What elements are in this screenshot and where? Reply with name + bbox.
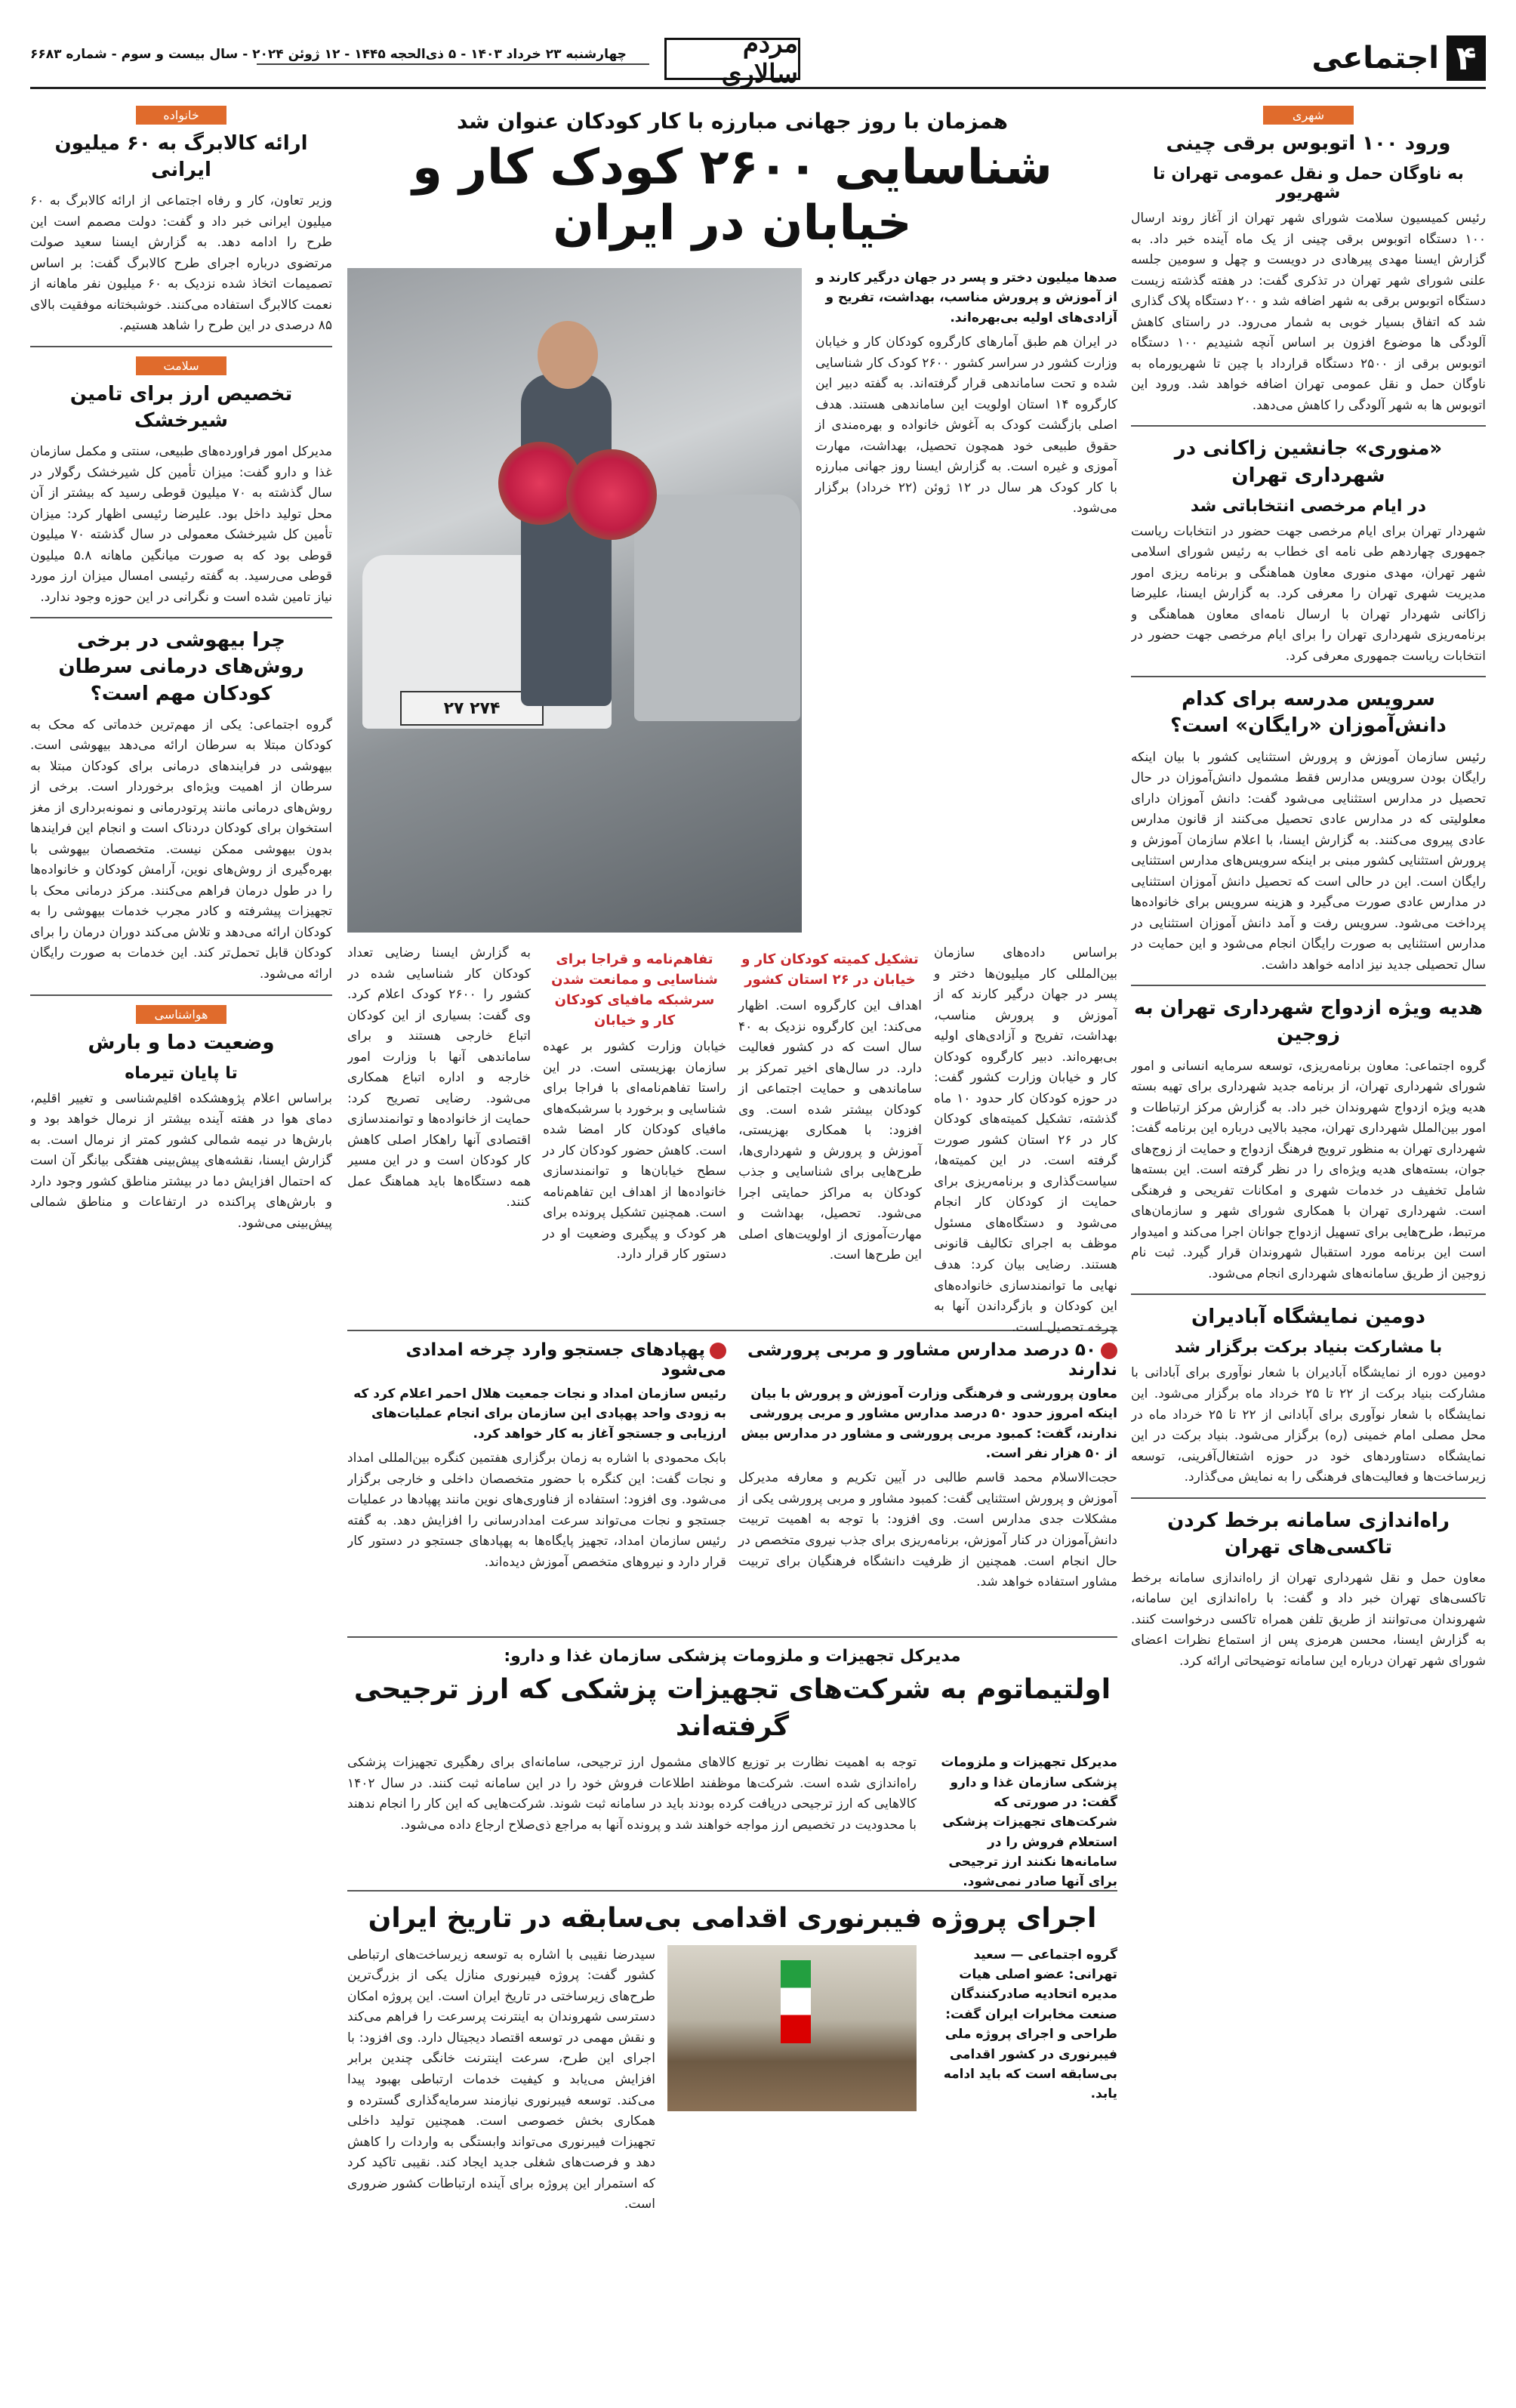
text-column	[934, 943, 1117, 1335]
article-title: چرا بیهوشی در برخی روش‌های درمانی سرطان کودکان مهم است؟	[58, 629, 304, 705]
pull-quote: تفاهم‌نامه و قراجا برای شناسایی و ممانعت شدن سرشبکه مافیای کودکان کار و خیابان	[551, 951, 718, 1028]
kicker-weather: هواشناسی	[136, 1005, 226, 1024]
divider	[30, 346, 332, 347]
box-body: بابک محمودی با اشاره به زمان برگزاری هفتمین کنگره بین‌المللی امداد و نجات گفت: این کنگره با حضور متخصصان داخلی و خارجی برگزار می‌شود. وی افزود: استفاده از فناوری‌های نوین مانند پهپادها در عملیات جستجو و نجات می‌تواند سرعت امدادرسانی را افزایش دهد. به گفته رئیس سازمان امداد، تجهیز پایگاه‌ها به پهپادهای جستجو در دستور کار قرار دارد و نیروهای متخصص آموزش دیده‌اند.	[347, 1451, 726, 1570]
divider	[1131, 676, 1486, 677]
article-body: براساس داده‌های سازمان بین‌المللی کار میلیون‌ها دختر و پسر در جهان درگیر کارند که از آموزش و پرورش مناسب، بهداشت، تفریح و آزادی‌های اولیه بی‌بهره‌اند. دبیر کارگروه کودکان کار و خیابان وزارت کشور گفت: در حوزه کودکان کار حدود ۱۰ ماه گذشته، تشکیل کمیته‌های کودکان کار در ۲۶ استان کشور صورت گرفته است. در این کمیته‌ها، سیاست‌گذاری و برنامه‌ریزی برای حمایت از کودکان کار انجام می‌شود و دستگاه‌های مسئول موظف به اجرای تکالیف قانونی هستند. رضایی بیان کرد: هدف نهایی ما توانمندسازی خانواده‌های این کودکان و بازگرداندن آنها به چرخه تحصیل است.	[934, 945, 1117, 1335]
article-title: وضعیت دما و بارش	[88, 1031, 275, 1054]
article-title: دومین نمایشگاه آبادیران	[1191, 1306, 1425, 1329]
kicker-urban: شهری	[1263, 106, 1354, 125]
iran-flag-icon	[781, 1960, 811, 2043]
right-column	[1131, 106, 1486, 2379]
divider	[30, 994, 332, 996]
text-column	[738, 943, 922, 1321]
car-shape	[634, 495, 800, 721]
divider	[347, 1636, 1117, 1638]
dateline: چهارشنبه ۲۳ خرداد ۱۴۰۳ - ۵ ذی‌الحجه ۱۴۴۵ - ۱۲ ژوئن ۲۰۲۴ - سال بیست و سوم - شماره ۶۶۸۳	[30, 47, 627, 62]
box-title-text: پهپادهای جستجو وارد چرخه امدادی می‌شود	[405, 1340, 726, 1380]
article-title: ارائه کالابرگ به ۶۰ میلیون ایرانی	[54, 132, 308, 182]
box-title	[738, 1340, 1117, 1380]
newspaper-page	[30, 30, 1486, 2379]
section-name: اجتماعی	[1311, 41, 1439, 76]
article-body: خیابان وزارت کشور بر عهده سازمان بهزیستی است. در این راستا تفاهم‌نامه‌ای با فراجا برای شناسایی و برخورد با سرشبکه‌های مافیای کودکان کار امضا شده است. کاهش حضور کودکان کار در سطح خیابان‌ها و توانمندسازی خانواده‌ها از اهداف این تفاهم‌نامه است. همچنین تشکیل پرونده برای هر کودک و پیگیری وضعیت او در دستور کار قرار دارد.	[543, 1039, 726, 1263]
article-body: به گزارش ایسنا رضایی تعداد کودکان کار شناسایی شده در کشور را ۲۶۰۰ کودک اعلام کرد. وی گفت: بسیاری از این کودکان اتباع خارجی هستند و برای ساماندهی آنها با وزارت امور خارجه و اداره اتباع همکاری می‌شود. رضایی تصریح کرد: حمایت از خانواده‌ها و توانمندسازی اقتصادی آنها راهکار اصلی کاهش کار کودکان است و در این مسیر همه دستگاه‌ها باید هماهنگ عمل کنند.	[347, 945, 532, 1210]
article-body: اهداف این کارگروه است. اظهار می‌کند: این کارگروه نزدیک به ۴۰ سال است که در کشور فعالیت دارد. در سال‌های اخیر تمرکز بر ساماندهی و حمایت اجتماعی از کودکان بیشتر شده است. وی افزود: با همکاری بهزیستی، آموزش و پرورش و شهرداری‌ها، طرح‌هایی برای شناسایی و جذب کودکان به مراکز حمایتی اجرا می‌شود. تحصیل، بهداشت و مهارت‌آموزی از اولویت‌های اصلی این طرح‌ها است.	[738, 998, 922, 1263]
article-body: مدیرکل امور فراورده‌های طبیعی، سنتی و مکمل سازمان غذا و دارو گفت: میزان تأمین کل شیرخشک رگولار در سال گذشته به ۷۰ میلیون قوطی رسید که بیشتر از آن محل تولید داخل بود. علیرضا رئیسی اظهار کرد: میزان تأمین کل شیرخشک معمولی در سال گذشته ۷۰ میلیون قوطی بود که به صورت میانگین ماهانه ۵.۸ میلیون قوطی می‌رسید. به گفته رئیسی امسال میزان ارز مورد نیاز تامین شده است و نگرانی در این حوزه وجود ندارد.	[30, 444, 332, 605]
article-title: تخصیص ارز برای تامین شیرخشک	[69, 382, 293, 432]
article-supertitle: مدیرکل تجهیزات و ملزومات پزشکی سازمان غذا و دارو:	[504, 1647, 961, 1666]
box-lead: رئیس سازمان امداد و نجات جمعیت هلال احمر اعلام کرد که به زودی واحد پهپادی این سازمان برای انجام عملیات‌های ارزیابی و جستجو آغاز به کار خواهد کرد.	[353, 1386, 726, 1441]
boxed-news-row	[347, 1340, 1117, 1627]
article-subtitle: با مشارکت بنیاد برکت برگزار شد	[1174, 1338, 1443, 1358]
child-labor-photo	[347, 268, 802, 933]
flower-bouquet	[566, 449, 657, 540]
masthead	[30, 30, 1486, 89]
article-body: براساس اعلام پژوهشکده اقلیم‌شناسی و تغییر اقلیم، دمای هوا در هفته آینده بیشتر از نرمال خواهد بود و بارش‌ها در نیمه شمالی کشور کمتر از نرمال است. به گزارش ایسنا، نقشه‌های پیش‌بینی هفتگی بیانگر آن است که احتمال افزایش دما در بیشتر مناطق کشور وجود دارد و بارش‌های پراکنده در ارتفاعات و مناطق شمالی پیش‌بینی می‌شود.	[30, 1090, 332, 1231]
news-box	[738, 1340, 1117, 1627]
lead-paragraph: صدها میلیون دختر و پسر در جهان درگیر کارند و از آموزش و پرورش مناسب، بهداشت، تفریح و آزادی‌های اولیه بی‌بهره‌اند.	[815, 270, 1117, 325]
text-column	[347, 1945, 655, 2247]
article-body: معاون حمل و نقل شهرداری تهران از راه‌اندازی سامانه برخط تاکسی‌های تهران خبر داد و گفت: با راه‌اندازی این سامانه، شهروندان می‌توانند از طریق تلفن همراه تاکسی درخواست کنند. به گزارش ایسنا، محسن هرمزی پس از استماع نظرات اعضای شورای شهر تهران درباره این سامانه توضیحاتی ارائه کرد.	[1131, 1570, 1486, 1669]
box-title	[347, 1340, 726, 1380]
article-title: «منوری» جانشین زاکانی در شهرداری تهران	[1174, 437, 1443, 487]
article-subtitle: در ایام مرخصی انتخاباتی شد	[1190, 496, 1427, 516]
main-column	[347, 106, 1117, 2379]
license-plate: ۲۷۴ ۲۷	[400, 691, 544, 726]
article-body: گروه اجتماعی: معاون برنامه‌ریزی، توسعه سرمایه انسانی و امور شورای شهرداری تهران، از برنامه جدید شهرداری برای تهیه بسته هدیه ویژه ازدواج شهروندان خبر داد. به گزارش مرکز ارتباطات و امور بین‌الملل شهرداری تهران، مجید بالایی درباره این برنامه گفت: شهرداری تهران به منظور ترویج فرهنگ ازدواج و حمایت از زوج‌های جوان، بسته‌های هدیه ویژه‌ای را در نظر گرفته است. این بسته‌ها شامل تخفیف در خدمات شهری و امکانات تفریحی و فرهنگی است. شهرداری تهران با همکاری شورای شهر و سازمان‌های مرتبط، طرح‌هایی برای تسهیل ازدواج جوانان اجرا می‌کند و امیدوار است این برنامه مورد استقبال شهروندان قرار گیرد. ثبت نام زوجین از طریق سامانه‌های شهرداری انجام می‌شود.	[1131, 1058, 1486, 1281]
lead-body: در ایران هم طبق آمارهای کارگروه کودکان کار و خیابان وزارت کشور در سراسر کشور ۲۶۰۰ کودک کار شناسایی شده و تحت ساماندهی قرار گرفته‌اند. به گفته دبیر این کارگروه ۱۴ استان اولویت این ساماندهی هستند. هدف اصلی بازگشت کودک به آغوش خانواده و بهره‌مندی از حقوق طبیعی خود همچون تحصیل، بهداشت، مهارت آموزی و غیره است. به گزارش ایسنا روز جهانی مبارزه با کار کودک هر سال در ۱۲ ژوئن (۲۲ خرداد) برگزار می‌شود.	[815, 335, 1117, 516]
divider	[1131, 1497, 1486, 1499]
article-title: اجرای پروژه فیبرنوری اقدامی بی‌سابقه در تاریخ ایران	[368, 1903, 1097, 1935]
text-column	[347, 943, 531, 1321]
article-columns	[347, 1753, 1117, 1890]
divider	[1131, 985, 1486, 986]
header-rule	[257, 63, 649, 65]
article-title: هدیه ویژه ازدواج شهرداری تهران به زوجین	[1133, 997, 1483, 1047]
text-column	[543, 943, 726, 1321]
text-column	[929, 1945, 1117, 2247]
lead-text	[815, 268, 1117, 933]
section-label	[1312, 35, 1487, 82]
article-body: دومین دوره از نمایشگاه آبادیران با شعار نوآوری برای آبادانی با مشارکت بنیاد برکت از ۲۲ تا ۲۵ خرداد ماه برگزار می‌شود. این نمایشگاه با شعار نوآوری برای آبادانی از ۲۲ تا ۲۵ خرداد ماه در محل مصلی امام خمینی (ره) برگزار می‌شود. بنیاد برکت در این نمایشگاه دستاوردهای خود در حوزه اشتغال‌آفرینی، توسعه زیرساخت‌ها و فعالیت‌های فرهنگی را به نمایش می‌گذارد.	[1131, 1365, 1486, 1485]
article-body: توجه به اهمیت نظارت بر توزیع کالاهای مشمول ارز ترجیحی، سامانه‌ای برای رهگیری تجهیزات پزشکی راه‌اندازی شده است. شرکت‌ها موظفند اطلاعات فروش خود را در این سامانه ثبت کنند. در سال ۱۴۰۲ کالاهایی که ارز ترجیحی دریافت کرده بودند باید در سامانه ثبت شوند. شرکت‌هایی که این کار را انجام ندهند با محدودیت در تخصیص ارز مواجه خواهند شد و پرونده آنها به مراجع ذی‌صلاح ارجاع داده می‌شود.	[347, 1755, 917, 1833]
article-body: شهردار تهران برای ایام مرخصی جهت حضور در انتخابات ریاست جمهوری چهاردهم طی نامه ای خطاب به رئیس شورای اسلامی شهر تهران، مهدی منوری معاون هماهنگی و برنامه ریزی امور مدیریت شهری تهران را معرفی کرد. به گزارش ایسنا، علیرضا زاکانی شهردار تهران با ارسال نامه‌ای معاون هماهنگی و برنامه‌ریزی شهرداری تهران را برای ایام مرخصی جهت حضور در انتخابات ریاست جمهوری معرفی کرد.	[1131, 523, 1486, 664]
main-supertitle: همزمان با روز جهانی مبارزه با کار کودکان عنوان شد	[457, 109, 1008, 134]
lead-paragraph: گروه اجتماعی — سعید تهرانی: عضو اصلی هیات مدیره اتحادیه صادرکنندگان صنعت مخابرات ایران گفت: طراحی و اجرای پروژه ملی فیبرنوری در کشور اقدامی بی‌سابقه است که باید ادامه یابد.	[943, 1947, 1117, 2102]
article-title: راه‌اندازی سامانه برخط کردن تاکسی‌های تهران	[1167, 1509, 1450, 1559]
article-columns	[347, 1945, 1117, 2247]
child-figure	[521, 374, 612, 706]
article-title: سرویس مدرسه برای کدام دانش‌آموزان «رایگان» است؟	[1170, 688, 1447, 738]
article-title: اولتیماتوم به شرکت‌های تجهیزات پزشکی که ارز ترجیحی گرفته‌اند	[353, 1674, 1111, 1742]
article-columns	[347, 943, 1117, 1335]
divider	[1131, 1293, 1486, 1295]
kicker-family: خانواده	[136, 106, 226, 125]
newspaper-logo: مردم سالاری	[664, 38, 800, 80]
article-body: وزیر تعاون، کار و رفاه اجتماعی از ارائه کالابرگ به ۶۰ میلیون ایرانی خبر داد و گفت: دولت مصمم است این طرح را ادامه دهد. به گزارش ایسنا سعید صولت مرتضوی درباره اجرای طرح کالابرگ گفت: بر اساس تصمیمات اتخاذ شده نزدیک به ۶۰ میلیون نفر ماهانه از نعمت کالابرگ استفاده می‌کنند. خوشبختانه موفقیت بالای ۸۵ درصدی در این طرح را شاهد هستیم.	[30, 193, 332, 334]
text-column	[347, 1753, 917, 1881]
left-column	[30, 106, 332, 2379]
lead-area	[347, 268, 1117, 933]
box-title-text: ۵۰ درصد مدارس مشاور و مربی پرورشی ندارند	[747, 1340, 1117, 1380]
bullet-mark-icon	[710, 1343, 726, 1359]
box-lead: معاون پرورشی و فرهنگی وزارت آموزش و پرورش با بیان اینکه امروز حدود ۵۰ درصد مدارس مشاور و مربی پرورشی ندارند، گفت: کمبود مربی پرورشی و مشاور در مدارس بیش از ۵۰ هزار نفر است.	[741, 1386, 1117, 1462]
text-column	[929, 1753, 1117, 1890]
divider	[1131, 425, 1486, 427]
bullet-mark-icon	[1101, 1343, 1117, 1359]
kicker-health: سلامت	[136, 356, 226, 375]
lead-paragraph: مدیرکل تجهیزات و ملزومات پزشکی سازمان غذا و دارو گفت: در صورتی که شرکت‌های تجهیزات پزشکی استعلام فروش را در سامانه‌ها نکنند ارز ترجیحی برای آنها صادر نمی‌شود.	[941, 1755, 1117, 1890]
child-head	[538, 321, 598, 389]
box-body: حجت‌الاسلام محمد قاسم طالبی در آیین تکریم و معارفه مدیرکل آموزش و پرورش استثنایی گفت: کمبود مشاور و مربی پرورشی یکی از مشکلات جدی مدارس است. وی افزود: با توجه به اهمیت تربیت دانش‌آموزان در کنار آموزش، برنامه‌ریزی برای جذب نیروی متخصص در حال انجام است. همچنین از ظرفیت دانشگاه فرهنگیان برای تربیت مشاور استفاده خواهد شد.	[738, 1470, 1117, 1590]
meeting-photo	[667, 1945, 917, 2111]
section-number: ۴	[1447, 35, 1486, 81]
divider	[30, 617, 332, 618]
article-body: گروه اجتماعی: یکی از مهم‌ترین خدماتی که محک به کودکان مبتلا به سرطان ارائه می‌دهد بیهوشی است. بیهوشی در فرایندهای درمانی برای کودکان مبتلا به سرطان از اهمیت ویژه‌ای برخوردار است. برخی از روش‌های درمانی مانند پرتودرمانی و نمونه‌برداری از مغز استخوان برای کودکان دردناک است و انجام این فرایندها بدون بیهوشی ممکن نیست. متخصصان بیهوشی با بهره‌گیری از روش‌های نوین، آرامش کودکان و خانواده‌ها را در طول درمان فراهم می‌کنند. مرکز درمانی محک با تجهیزات پیشرفته و کادر مجرب خدمات بیهوشی را به کودکان ارائه می‌دهد و تلاش می‌کند دوران درمان را برای کودکان قابل تحمل‌تر کند. این خدمات به صورت رایگان ارائه می‌شود.	[30, 717, 332, 982]
pull-quote: تشکیل کمیته کودکان کار و خیابان در ۲۶ استان کشور	[741, 951, 919, 988]
article-subtitle: به ناوگان حمل و نقل عمومی تهران تا شهریور	[1153, 165, 1464, 203]
article-body: رئیس کمیسیون سلامت شورای شهر تهران از آغاز روند ارسال ۱۰۰ دستگاه اتوبوس برقی چینی از یک ماه آینده خبر داد. به گزارش ایسنا مهدی پیرهادی در دویست و چهل و سومین جلسه علنی شورای شهر تهران در تذکری گفت: در هفته گذشته زیست دستگاه اتوبوس برقی به شهر اضافه شد و ۲۰۰ دستگاه پلاک گذاری شد که اتفاق بسیار خوبی به شمار می‌رود. در راستای کاهش آلودگی ها موضوع افزون بر اساس آنچه شنیدیم ۱۰۰ دستگاه اتوبوس برقی از ۲۵۰۰ دستگاه قرارداد با چین تا شهریورماه به ناوگان حمل و نقل عمومی تهران اضافه خواهد شد. ورود این اتوبوس ها به شهر آلودگی را کاهش می‌دهد.	[1131, 211, 1486, 413]
news-box	[347, 1340, 726, 1627]
article-title: ورود ۱۰۰ اتوبوس برقی چینی	[1166, 132, 1451, 155]
article-body: رئیس سازمان آموزش و پرورش استثنایی کشور با بیان اینکه رایگان بودن سرویس مدارس فقط مشمول دانش‌آموزان در حال تحصیل در مدارس استثنایی می‌شود گفت: دانش آموزان دارای معلولیتی که در مدارس عادی تحصیل می‌کنند از قانون مدارس عادی پیروی می‌کنند. به گزارش ایسنا، با اعلام سازمان آموزش و پرورش استثنایی کشور مبنی بر اینکه سرویس‌های مدارس استثنایی رایگان است. این در حالی است که تحصیل دانش آموزان استثنایی در مدارس عادی صورت می‌گیرد و هزینه سرویس برای خانواده‌ها پرداخت می‌شود. سرویس رفت و آمد دانش آموزان استثنایی در مدارس استثنایی به صورت رایگان انجام می‌شود و این حمایت در سال تحصیلی جدید نیز ادامه خواهد داشت.	[1131, 749, 1486, 973]
main-headline: شناسایی ۲۶۰۰ کودک کار و خیابان در ایران	[412, 140, 1052, 251]
article-subtitle: تا پایان تیرماه	[125, 1063, 238, 1083]
article-body: سیدرضا نقیبی با اشاره به توسعه زیرساخت‌های ارتباطی کشور گفت: پروژه فیبرنوری منازل یکی از بزرگ‌ترین طرح‌های زیرساختی در تاریخ ایران است. این پروژه امکان دسترسی شهروندان به اینترنت پرسرعت را فراهم می‌کند و نقش مهمی در توسعه اقتصاد دیجیتال دارد. وی افزود: با اجرای این طرح، سرعت اینترنت خانگی چندین برابر افزایش می‌یابد و کیفیت خدمات ارتباطی بهبود پیدا می‌کند. توسعه فیبرنوری نیازمند سرمایه‌گذاری گسترده و همکاری بخش خصوصی است. همچنین تولید داخلی تجهیزات فیبرنوری می‌تواند وابستگی به واردات را کاهش دهد و فرصت‌های شغلی جدید ایجاد کند. نقیبی تاکید کرد که استمرار این پروژه برای آینده ارتباطات کشور ضروری است.	[347, 1947, 655, 2212]
